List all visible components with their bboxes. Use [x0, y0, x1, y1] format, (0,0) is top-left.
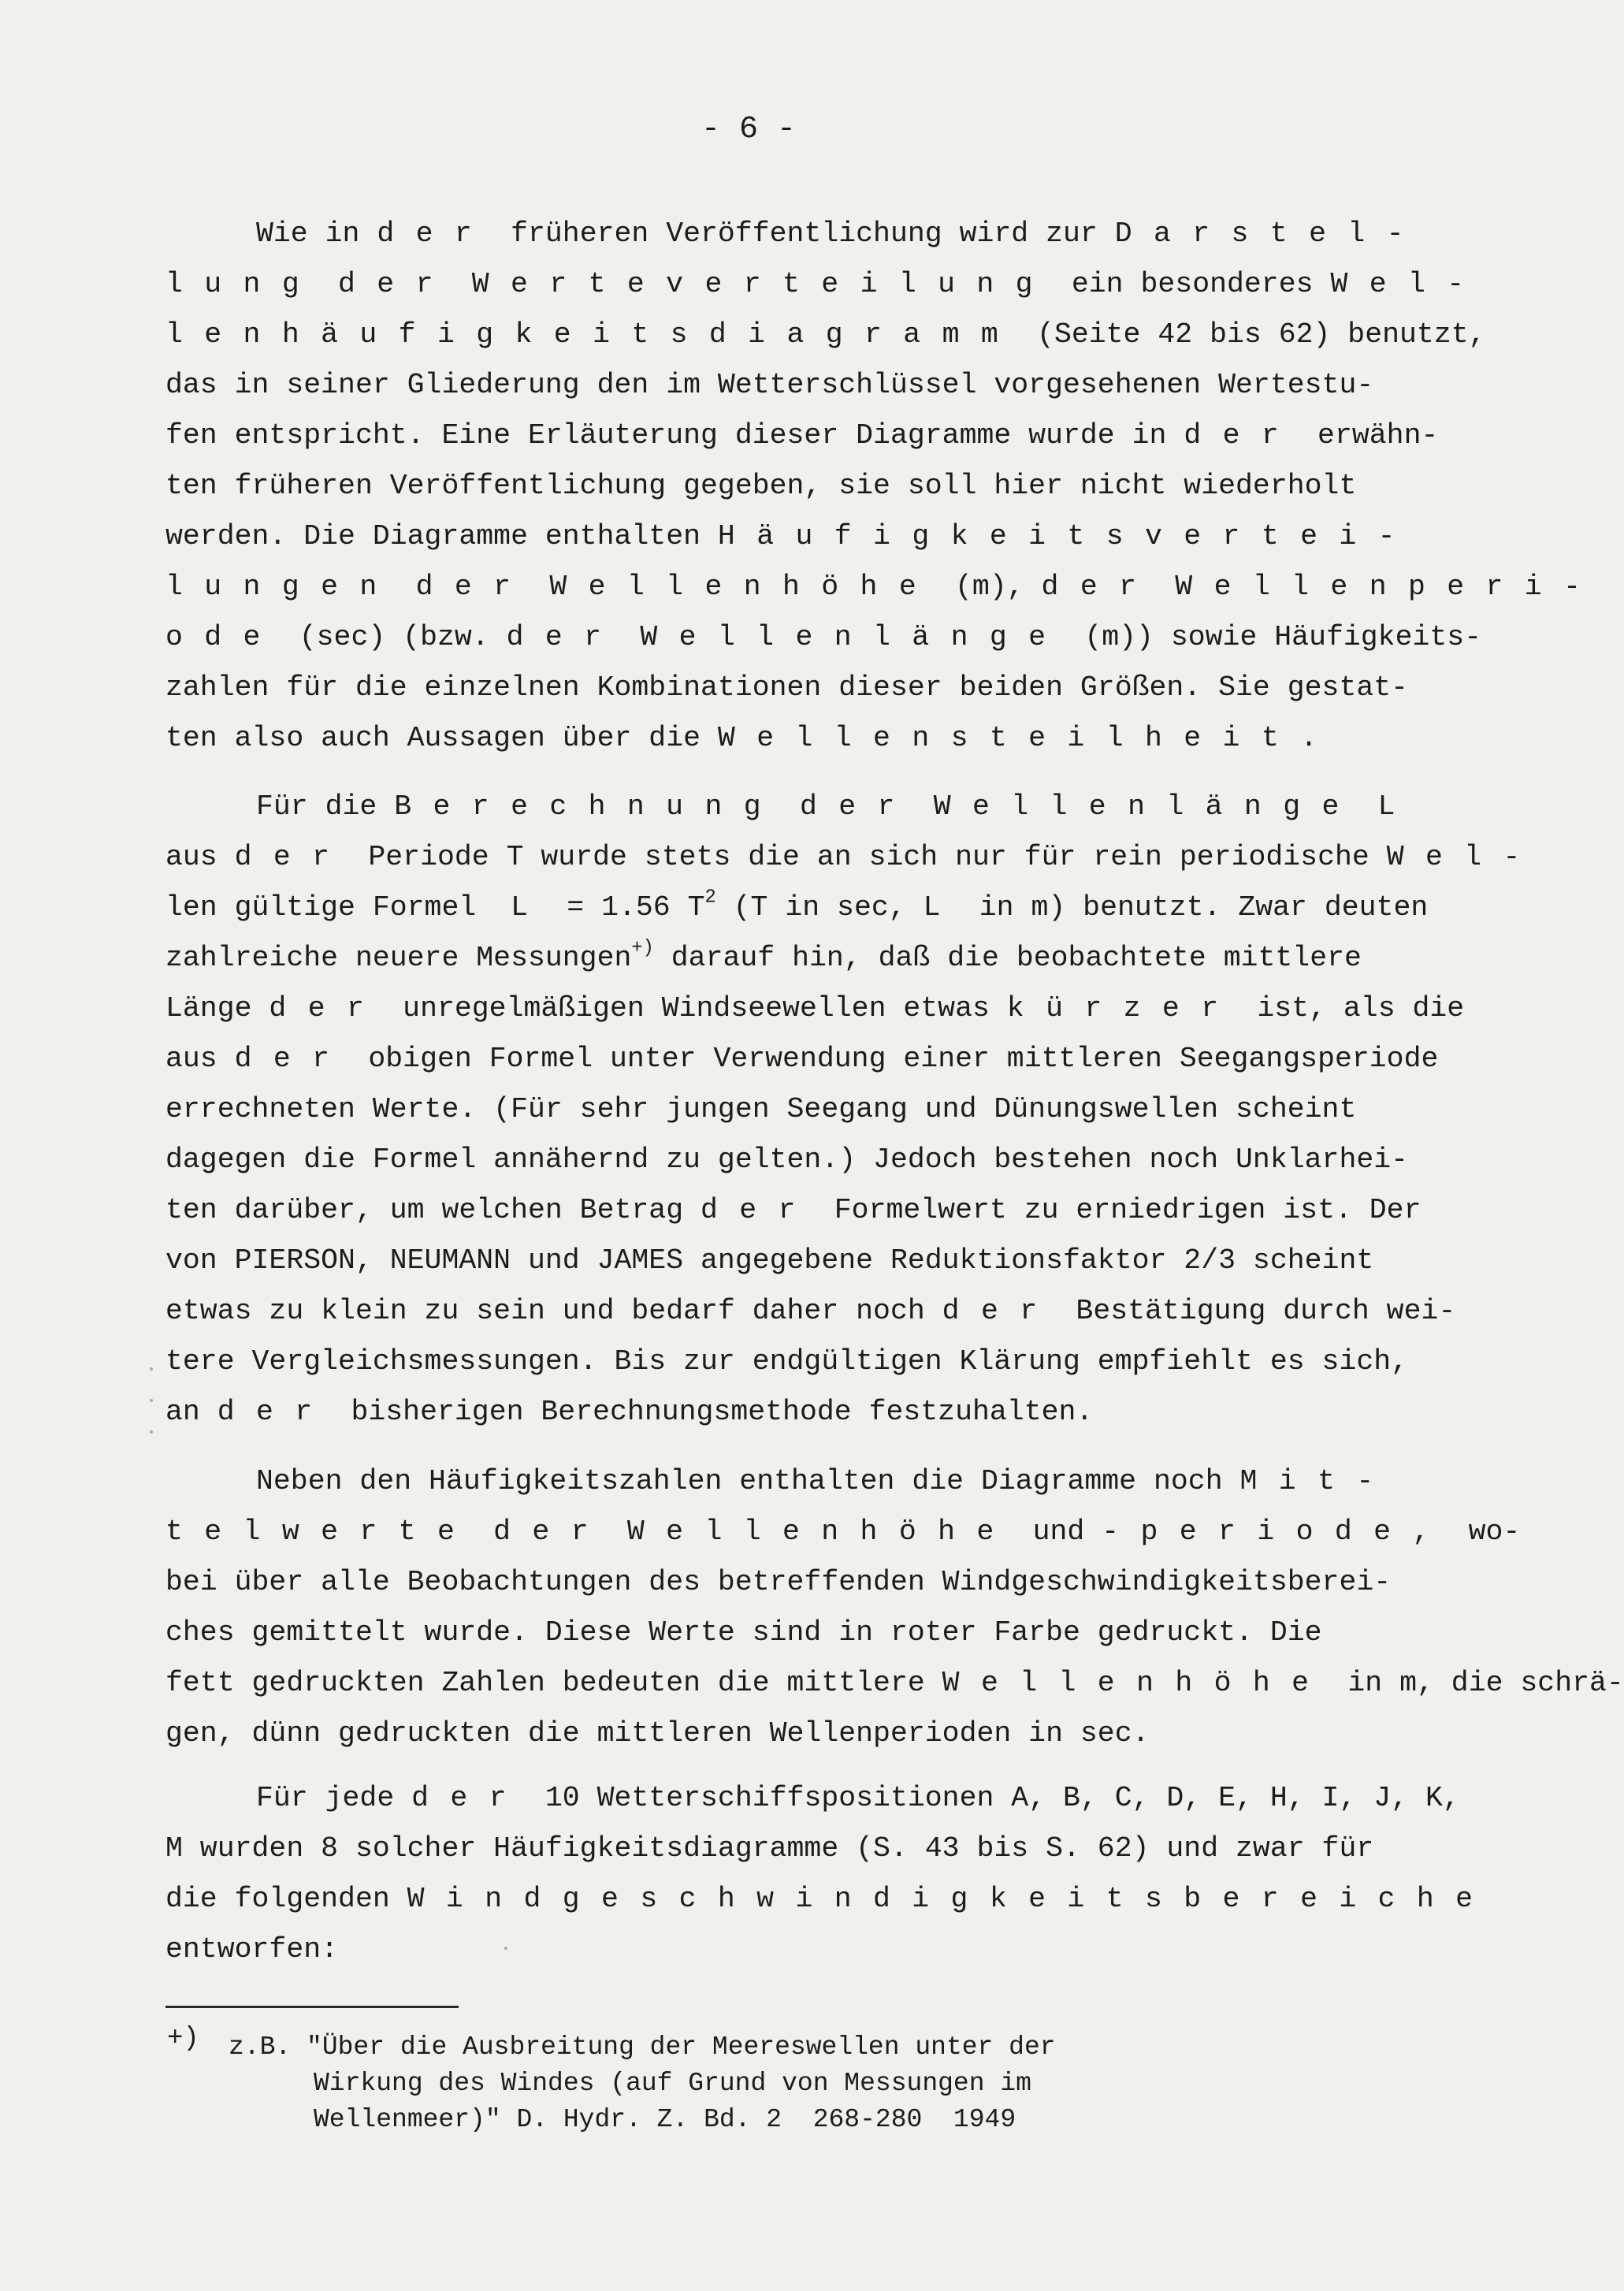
text-line	[165, 562, 1603, 612]
line-part: tere Vergleichsmessungen. Bis zur endgültigen Klärung empfiehlt es sich,	[165, 1345, 1409, 1378]
footnote-mark: +)	[167, 2024, 199, 2054]
line-part: fett gedruckten Zahlen bedeuten die mittlere Wellenhöhe in m, die schrä-	[165, 1667, 1624, 1699]
text-line	[165, 782, 1466, 832]
line-part: fen entspricht. Eine Erläuterung dieser Diagramme wurde in der erwähn-	[165, 419, 1439, 452]
scan-speck	[150, 1399, 153, 1402]
text-line	[165, 1286, 1466, 1337]
text-line	[165, 984, 1466, 1034]
line-part: etwas zu klein zu sein und bedarf daher noch der Bestätigung durch wei-	[165, 1295, 1456, 1327]
text-line	[165, 1608, 1466, 1658]
text-line	[165, 933, 1466, 984]
line-part: ten früheren Veröffentlichung gegeben, sie soll hier nicht wiederholt	[165, 470, 1357, 502]
line-part: zahlen für die einzelnen Kombinationen dieser beiden Größen. Sie gestat-	[165, 671, 1409, 704]
text-line	[165, 1135, 1466, 1185]
text-line	[165, 1773, 1466, 1824]
line-part: Länge der unregelmäßigen Windseewellen etwas kürzer ist, als die	[165, 992, 1465, 1025]
line-part: errechneten Werte. (Für sehr jungen Seegang und Dünungswellen scheint	[165, 1093, 1357, 1125]
footnote-rule	[165, 2006, 459, 2008]
line-part: zahlreiche neuere Messungen+) darauf hin, daß die beobachtete mittlere	[165, 937, 1362, 974]
line-part: die folgenden Windgeschwindigkeitsbereiche	[165, 1883, 1495, 1915]
line-part: Neben den Häufigkeitszahlen enthalten die Diagramme noch Mit-	[256, 1465, 1395, 1497]
scan-speck	[150, 1367, 153, 1371]
paragraph-2	[165, 782, 1542, 1437]
text-line	[165, 1709, 1466, 1759]
line-part: werden. Die Diagramme enthalten Häufigkeitsvertei-	[165, 520, 1417, 552]
text-line	[165, 1507, 1521, 1557]
text-line	[165, 1456, 1466, 1507]
text-line	[165, 1874, 1495, 1925]
line-part: ten darüber, um welchen Betrag der Formelwert zu erniedrigen ist. Der	[165, 1194, 1421, 1226]
line-part: gen, dünn gedruckten die mittleren Wellenperioden in sec.	[165, 1717, 1150, 1750]
line-part: an der bisherigen Berechnungsmethode festzuhalten.	[165, 1396, 1094, 1428]
text-line	[165, 209, 1466, 259]
text-line	[165, 1034, 1466, 1084]
text-line	[165, 1925, 1466, 1975]
line-part: bei über alle Beobachtungen des betreffenden Windgeschwindigkeitsberei-	[165, 1566, 1392, 1598]
line-part: entworfen:	[165, 1933, 339, 1966]
line-part: Wie in der früheren Veröffentlichung wird zur Darstel-	[256, 218, 1425, 250]
line-part: dagegen die Formel annähernd zu gelten.) Jedoch bestehen noch Unklarhei-	[165, 1144, 1409, 1176]
footnote-line: Wirkung des Windes (auf Grund von Messungen im	[314, 2069, 1031, 2098]
text-line	[165, 360, 1466, 411]
text-line	[165, 663, 1466, 713]
line-part: aus der Periode T wurde stets die an sich nur für rein periodische Wel-	[165, 841, 1542, 873]
line-part: lenhäufigkeitsdiagramm (Seite 42 bis 62) benutzt,	[165, 318, 1486, 351]
text-line	[165, 1557, 1466, 1608]
paragraph-1	[165, 209, 1603, 764]
text-line	[165, 511, 1466, 562]
text-line	[165, 1658, 1624, 1709]
line-part: Für die Berechnung der Wellenlänge L	[256, 790, 1417, 823]
line-part: Für jede der 10 Wetterschiffspositionen A, B, C, D, E, H, I, J, K,	[256, 1782, 1460, 1814]
text-line	[165, 713, 1466, 764]
text-line	[165, 461, 1466, 511]
line-part: lung der Werteverteilung ein besonderes Wel-	[165, 268, 1486, 300]
line-part: aus der obigen Formel unter Verwendung einer mittleren Seegangsperiode	[165, 1043, 1439, 1075]
footnote-line: Wellenmeer)" D. Hydr. Z. Bd. 2 268-280 1949	[314, 2105, 1016, 2134]
text-line	[165, 1236, 1466, 1286]
page-number: - 6 -	[701, 112, 797, 147]
line-part: ode (sec) (bzw. der Wellenlänge (m)) sowie Häufigkeits-	[165, 621, 1482, 653]
text-line	[165, 1337, 1466, 1387]
paragraph-4	[165, 1773, 1495, 1975]
text-line	[165, 1084, 1466, 1135]
text-line	[165, 411, 1466, 461]
line-part: ches gemittelt wurde. Diese Werte sind in roter Farbe gedruckt. Die	[165, 1616, 1322, 1649]
line-part: von PIERSON, NEUMANN und JAMES angegebene Reduktionsfaktor 2/3 scheint	[165, 1244, 1374, 1277]
footnote	[229, 2029, 1253, 2138]
paragraph-3	[165, 1456, 1624, 1759]
text-line	[165, 1824, 1466, 1874]
text-line	[165, 259, 1486, 310]
text-line	[165, 1387, 1466, 1437]
line-part: telwerte der Wellenhöhe und -periode, wo-	[165, 1516, 1521, 1548]
text-line	[165, 612, 1482, 663]
scan-speck	[504, 1947, 507, 1950]
text-line	[165, 883, 1466, 933]
line-part: len gültige Formel L = 1.56 $T^2$ (T in sec, L in m) benutzt. Zwar deuten	[165, 887, 1429, 924]
line-part: lungen der Wellenhöhe (m), der Wellenperi-	[165, 571, 1603, 603]
footnote-line: z.B. "Über die Ausbreitung der Meereswellen unter der	[229, 2033, 1056, 2062]
line-part: das in seiner Gliederung den im Wetterschlüssel vorgesehenen Wertestu-	[165, 369, 1374, 401]
scan-speck	[150, 1430, 153, 1434]
text-line	[165, 310, 1486, 360]
text-line	[165, 1185, 1466, 1236]
text-line	[165, 832, 1542, 883]
line-part: ten also auch Aussagen über die Wellensteilheit.	[165, 722, 1340, 754]
line-part: M wurden 8 solcher Häufigkeitsdiagramme (S. 43 bis S. 62) und zwar für	[165, 1832, 1374, 1865]
